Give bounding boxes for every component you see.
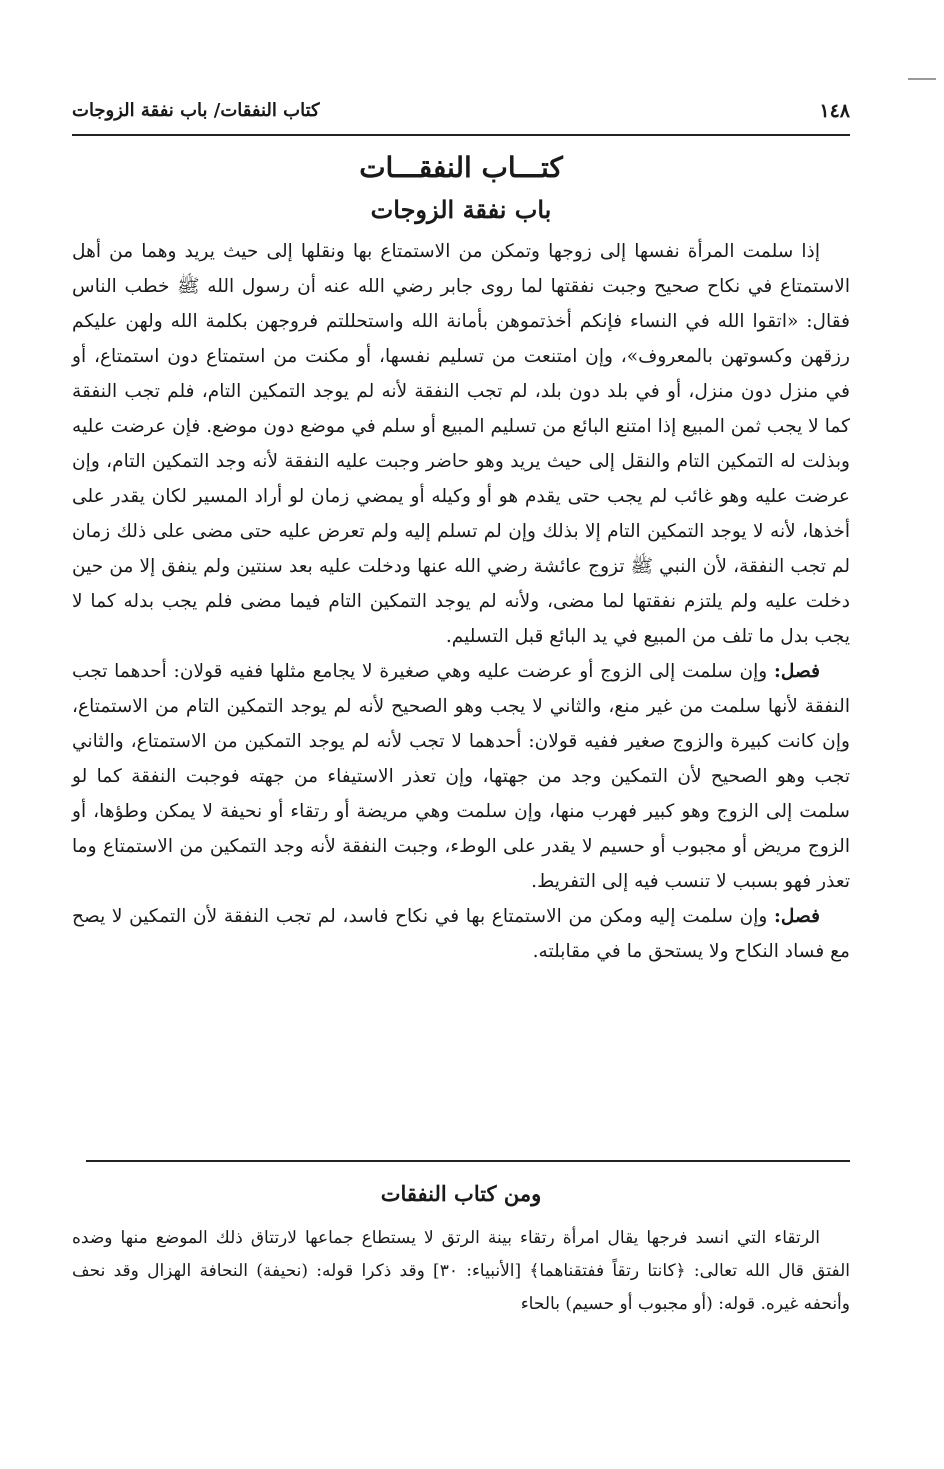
paragraph-lead: فصل: (774, 661, 820, 682)
corner-mark (908, 78, 936, 80)
paragraph (72, 654, 850, 899)
paragraph-text: وإن سلمت إلى الزوج أو عرضت عليه وهي صغيرة لا يجامع مثلها ففيه قولان: أحدهما تجب النفقة لأنها سلمت من غير منع، والثاني لا يجب وهو الصحيح لأنه لم يوجد التمكين التام من الاستمتاع، وإن كانت كبيرة والزوج صغير ففيه قولان: أحدهما لا تجب لأنه لم يوجد التمكين من الاستمتاع، والثاني تجب وهو الصحيح لأن التمكين وجد من جهتها، وإن تعذر الاستيفاء من جهته فوجبت النفقة كما لو سلمت إلى الزوج وهو كبير فهرب منها، وإن سلمت وهي مريضة أو رتقاء أو نحيفة لا يمكن وطؤها، أو الزوج مريض أو مجبوب أو حسيم لا يقدر على الوطء، وجبت النفقة لأنه وجد التمكين من الاستمتاع وما تعذر فهو بسبب لا تنسب فيه إلى التفريط. (72, 661, 850, 892)
footnotes-text: الرتقاء التي انسد فرجها يقال امرأة رتقاء بينة الرتق لا يستطاع جماعها لارتتاق ذلك الموضع منها وضده الفتق قال الله تعالى: ﴿كانتا رتقاً ففتقناهما﴾ [الأنبياء: ٣٠] وقد ذكرا قوله: (نحيفة) النحافة الهزال وقد نحف وأنحفه غيره. قوله: (أو مجبوب أو حسيم) بالحاء (72, 1228, 850, 1314)
paragraph-text: وإن سلمت إليه ومكن من الاستمتاع بها في نكاح فاسد، لم تجب النفقة لأن التمكين لا يصح مع فساد النكاح ولا يستحق ما في مقابلته. (72, 906, 850, 962)
chapter-title: باب نفقة الزوجات (370, 195, 552, 224)
paragraph-lead: فصل: (774, 906, 820, 927)
running-header (72, 98, 850, 128)
header-rule (72, 134, 850, 136)
paragraph (72, 899, 850, 969)
main-text-block (72, 146, 850, 969)
body-text (72, 234, 850, 969)
paragraph-text: إذا سلمت المرأة نفسها إلى زوجها وتمكن من الاستمتاع بها ونقلها إلى حيث يريد وهما من أهل الاستمتاع في نكاح صحيح وجبت نفقتها لما روى جابر رضي الله عنه أن رسول الله ﷺ خطب الناس فقال: «اتقوا الله في النساء فإنكم أخذتموهن بأمانة الله واستحللتم فروجهن بكلمة الله ولهن عليكم رزقهن وكسوتهن بالمعروف»، وإن امتنعت من تسليم نفسها، أو مكنت من استمتاع دون استمتاع، أو في منزل دون منزل، أو في بلد دون بلد، لم تجب النفقة لأنه لم يوجد التمكين التام، فلم تجب النفقة كما لا يجب ثمن المبيع إذا امتنع البائع من تسليم المبيع أو سلم في موضع دون موضع. فإن عرضت عليه وبذلت له التمكين التام والنقل إلى حيث يريد وهو حاضر وجبت عليه النفقة لأنه وجد التمكين التام، وإن عرضت عليه وهو غائب لم يجب حتى يقدم هو أو وكيله أو يمضي زمان لو أراد المسير لكان يقدر على أخذها، لأنه لا يوجد التمكين التام إلا بذلك وإن لم تسلم إليه ولم تعرض عليه حتى مضى على ذلك زمان لم تجب النفقة، لأن النبي ﷺ تزوج عائشة رضي الله عنها ودخلت عليه بعد سنتين ولم ينفق إلا من حين دخلت عليه ولم يلتزم نفقتها لما مضى، ولأنه لم يوجد التمكين التام فيما مضى فلم يجب بدله كما لا يجب بدل ما تلف من المبيع في يد البائع قبل التسليم. (72, 241, 850, 647)
footnotes (72, 1176, 850, 1321)
paragraph (72, 234, 850, 654)
running-title: كتاب النفقات/ باب نفقة الزوجات (72, 100, 320, 121)
footnotes-title: ومن كتاب النفقات (380, 1181, 542, 1206)
footnote-rule (86, 1160, 850, 1162)
page-number: ١٤٨ (819, 100, 850, 122)
book-title: كتـــاب النفقـــات (359, 151, 563, 184)
